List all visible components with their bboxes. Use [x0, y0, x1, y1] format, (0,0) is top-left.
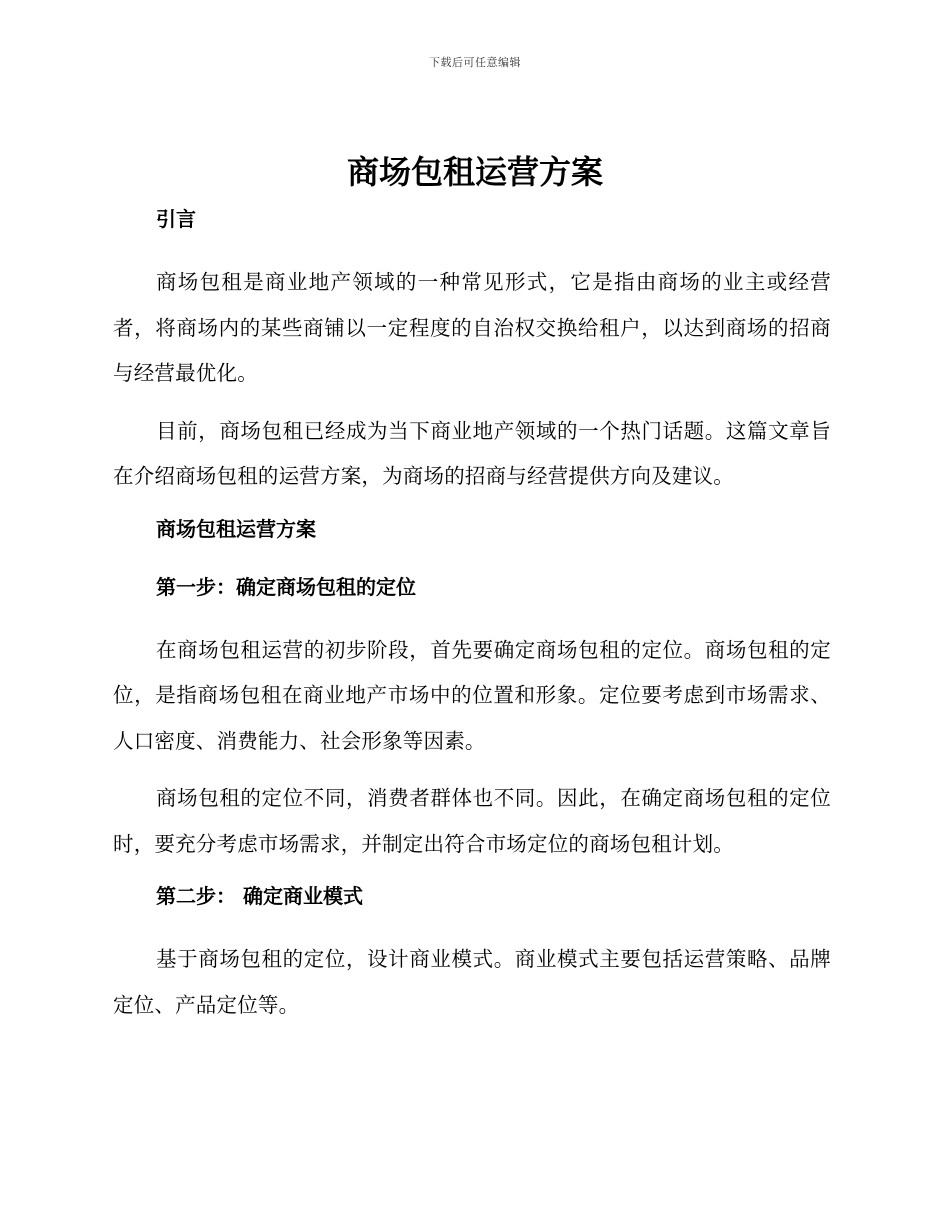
- section-heading-intro: 引言: [156, 207, 196, 231]
- section-heading-plan: 商场包租运营方案: [156, 516, 316, 541]
- page-header-note: 下载后可任意编辑: [429, 56, 521, 69]
- document-title: 商场包租运营方案: [346, 153, 603, 191]
- paragraph: 基于商场包租的定位，设计商业模式。商业模式主要包括运营策略、品牌定位、产品定位等。: [113, 947, 831, 1017]
- paragraph: 商场包租的定位不同，消费者群体也不同。因此，在确定商场包租的定位时，要充分考虑市场需求，并制定出符合市场定位的商场包租计划。: [113, 786, 831, 856]
- document-body: [113, 202, 831, 1040]
- paragraph: 商场包租是商业地产领域的一种常见形式，它是指由商场的业主或经营者，将商场内的某些商铺以一定程度的自治权交换给租户，以达到商场的招商与经营最优化。: [113, 270, 831, 385]
- section-heading-step-1: 第一步：确定商场包租的定位: [156, 574, 416, 599]
- paragraph: 目前，商场包租已经成为当下商业地产领域的一个热门话题。这篇文章旨在介绍商场包租的运营方案，为商场的招商与经营提供方向及建议。: [113, 418, 831, 488]
- paragraph: 在商场包租运营的初步阶段，首先要确定商场包租的定位。商场包租的定位，是指商场包租在商业地产市场中的位置和形象。定位要考虑到市场需求、人口密度、消费能力、社会形象等因素。: [113, 637, 831, 753]
- section-heading-step-2: 第二步： 确定商业模式: [156, 884, 363, 908]
